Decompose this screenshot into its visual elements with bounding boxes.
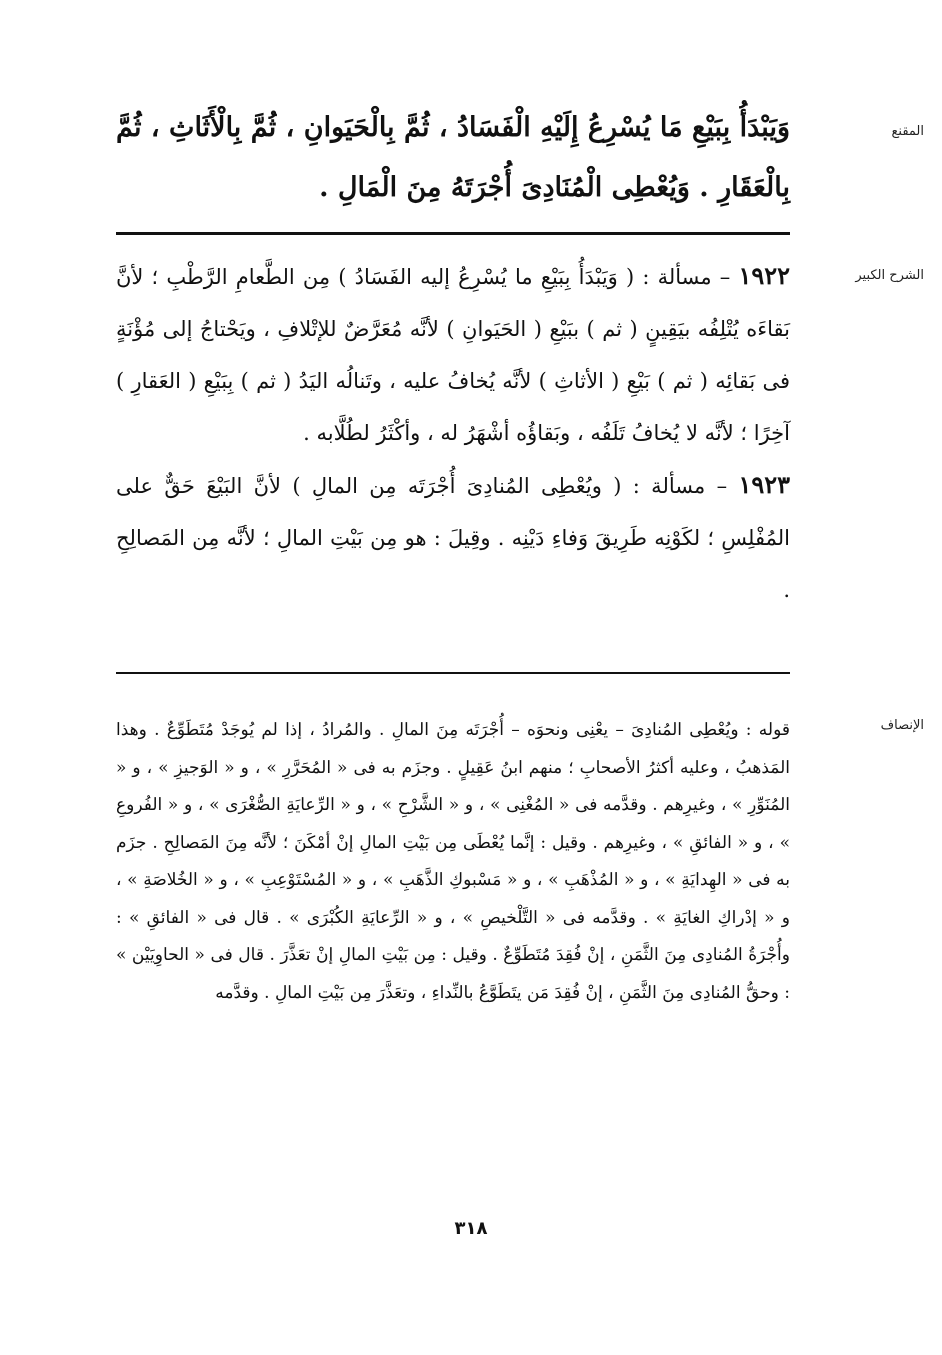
- sharh-paragraph-1922: [116, 250, 790, 459]
- insaf-text: قوله : ويُعْطِى المُنادِىَ – يعْنِى ونحوَه – أُجْرَتَه مِنَ المالِ . والمُرادُ ، إذا لم يُوجَدْ مُتَطَوِّعٌ . وهذا المَذهبُ ، وعليه أكثرُ الأصحابِ ؛ منهم ابنُ عَقِيلٍ . وجزَم به فى « المُحَرَّرِ » ، و « الوَجيزِ » ، و « المُنَوِّرِ » ، وغيرِهم . وقدَّمه فى « المُغْنِى » ، و « الشَّرْحِ » ، و « الرِّعايَةِ الصُّغْرَى » ، و « الفُروعِ » ، و « الفائقِ » ، وغيرِهم . وقيل : إنَّما يُعْطَى مِن بَيْتِ المالِ إنْ أمْكَنَ ؛ لأنَّه مِنَ المَصالِحِ . جزَم به فى « الهِدايَةِ » ، و « المُذْهَبِ » ، و « مَسْبوكِ الذَّهَبِ » ، و « المُسْتَوْعِبِ » ، و « الخُلاصَةِ » ، و « إدْراكِ الغايَةِ » . وقدَّمه فى « التَّلْخيصِ » ، و « الرِّعايَةِ الكُبْرَى » . قال فى « الفائقِ » : وأُجْرَةُ المُنادِى مِنَ الثَّمَنِ ، إنْ فُقِدَ مُتَطَوِّعٌ . وقيل : مِن بَيْتِ المالِ إنْ تعَذَّرَ . قال فى « الحاوِيَيْن » : وحقُّ المُنادِى مِنَ الثَّمَنِ ، إنْ فُقِدَ مَن يتَطَوَّعُ بالنِّداءِ ، وتعَذَّرَ مِن بَيْتِ المالِ . وقدَّمه: [116, 720, 790, 1003]
- section-divider-thin: [116, 672, 790, 674]
- issue-text-1922: – مسألة : ( وَيَبْدَأُ بِبَيْعِ ما يُسْرِعُ إليه الفَسَادُ ) مِن الطَّعامِ الرَّطْبِ ؛ لأنَّ بَقاءَه يُتْلِفُه بيَقِينٍ ( ثم ) ببَيْعِ ( الحَيَوانِ ) لأنَّه مُعَرَّضٌ للإتْلافِ ، ويَحْتاجُ إلى مُؤْنَةٍ فى بَقائِه ( ثم ) بَيْعِ ( الأثاثِ ) لأنَّه يُخافُ عليه ، وتَنالُه اليَدُ ( ثم ) بِبَيْعِ ( العَقارِ ) آخِرًا ؛ لأنَّه لا يُخافُ تَلَفُه ، وبَقاؤُه أشْهَرُ له ، وأكْثَرُ لطُلَّابه .: [116, 265, 790, 445]
- issue-number-1922: ١٩٢٢: [738, 261, 790, 290]
- muqni-section: [116, 98, 790, 218]
- section-divider-thick: [116, 232, 790, 235]
- muqni-text: وَيَبْدَأُ بِبَيْعِ مَا يُسْرِعُ إِلَيْهِ الْفَسَادُ ، ثُمَّ بِالْحَيَوانِ ، ثُمَّ بِالْأَثَاثِ ، ثُمَّ بِالْعَقَارِ . وَيُعْطِى الْمُنَادِىَ أُجْرَتَهُ مِنَ الْمَالِ .: [116, 112, 790, 203]
- issue-text-1923: – مسألة : ( ويُعْطِى المُنادِىَ أُجْرَتَه مِن المالِ ) لأنَّ البَيْعَ حَقٌّ على المُفْلِسِ ؛ لكَوْنِه طَرِيقَ وَفاءِ دَيْنِه . وقِيلَ : هو مِن بَيْتِ المالِ ؛ لأنَّه مِن المَصالِحِ .: [116, 474, 790, 602]
- page-number: ٣١٨: [454, 1218, 488, 1239]
- margin-label-sharh: الشرح الكبير: [855, 268, 924, 283]
- sharh-section: [116, 250, 790, 616]
- sharh-paragraph-1923: [116, 459, 790, 616]
- insaf-section: [116, 712, 790, 1012]
- margin-label-insaf: الإنصاف: [880, 718, 924, 733]
- margin-label-muqni: المقنع: [891, 124, 924, 139]
- issue-number-1923: ١٩٢٣: [738, 470, 790, 499]
